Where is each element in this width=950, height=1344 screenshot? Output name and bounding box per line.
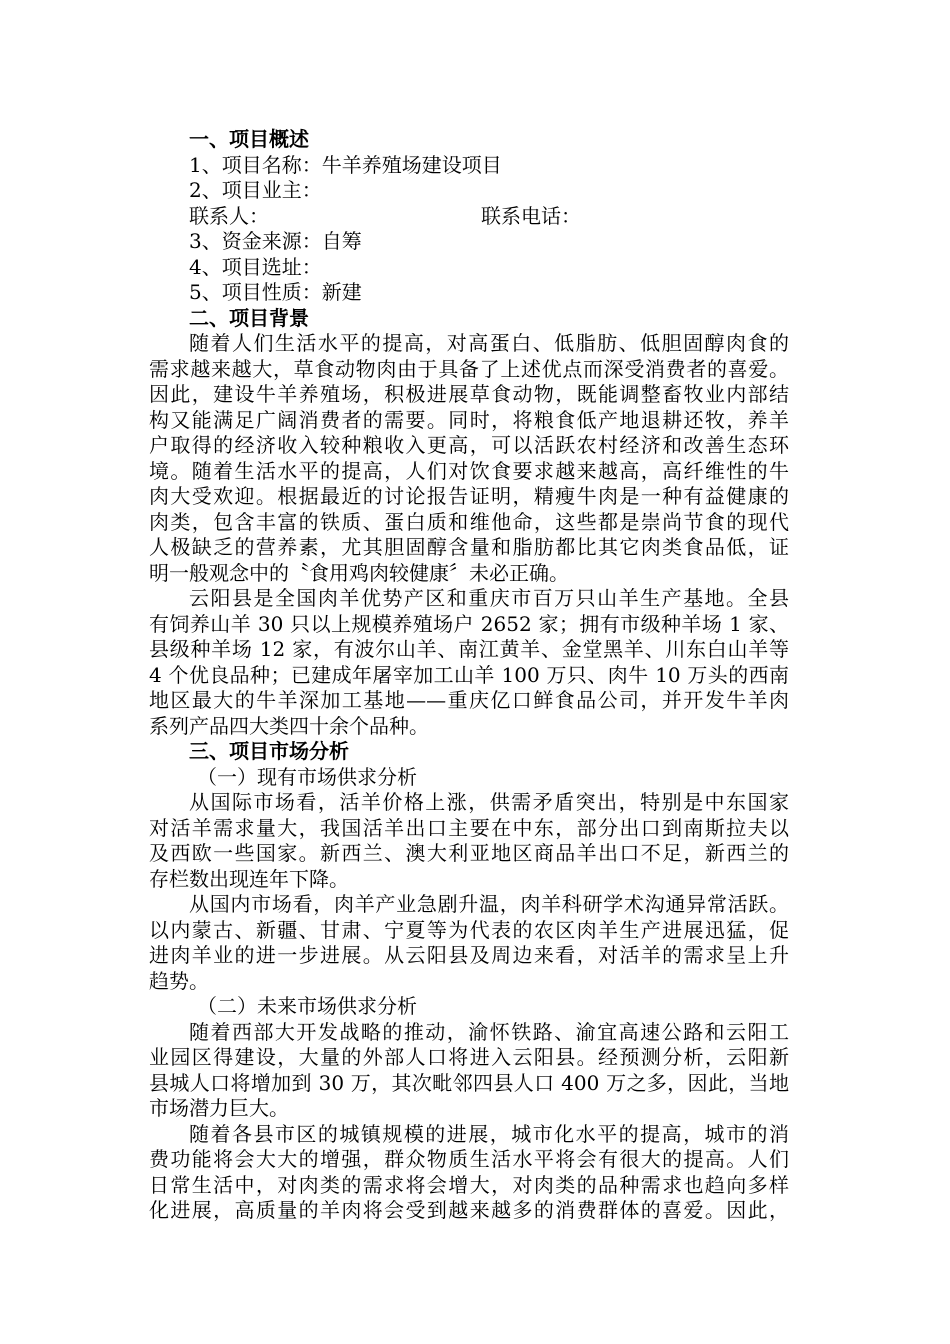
background-paragraph-1: [149, 331, 789, 586]
paragraph-line: 及西欧一些国家。新西兰、澳大利亚地区商品羊出口不足，新西兰的: [149, 841, 789, 865]
section-heading-market: 三、项目市场分析: [189, 739, 349, 763]
paragraph-line: 需求越来越大，草食动物肉由于具备了上述优点而深受消费者的喜爱。: [149, 356, 789, 381]
subheading-current-market: （一）现有市场供求分析: [197, 764, 417, 789]
paragraph-line: 户取得的经济收入较种粮收入更高，可以活跃农村经济和改善生态环: [149, 433, 789, 457]
paragraph-line: 费功能将会大大的增强，群众物质生活水平将会有很大的提高。人们: [149, 1147, 789, 1171]
paragraph-line: 市场潜力巨大。: [149, 1096, 289, 1120]
paragraph-line: 化进展，高质量的羊肉将会受到越来越多的消费群体的喜爱。因此，: [149, 1198, 789, 1222]
paragraph-line: 因此，建设牛羊养殖场，积极进展草食动物，既能调整畜牧业内部结: [149, 382, 789, 406]
paragraph-line: 日常生活中，对肉类的需求将会增大，对肉类的品种需求也趋向多样: [149, 1172, 789, 1197]
paragraph-line: 明一般观念中的〝食用鸡肉较健康〞未必正确。: [149, 560, 569, 585]
paragraph-line: 县级种羊场 12 家，有波尔山羊、南江黄羊、金堂黑羊、川东白山羊等: [149, 637, 789, 661]
paragraph-line: 构又能满足广阔消费者的需要。同时，将粮食低产地退耕还牧，养羊: [149, 407, 789, 432]
contact-row: [189, 204, 829, 230]
market-paragraph-2: [149, 892, 789, 994]
paragraph-line: 以内蒙古、新疆、甘肃、宁夏等为代表的农区肉羊生产进展迅猛，促: [149, 917, 789, 942]
paragraph-line: 云阳县是全国肉羊优势产区和重庆市百万只山羊生产基地。全县: [189, 586, 789, 610]
paragraph-line: 随着西部大开发战略的推动，渝怀铁路、渝宜高速公路和云阳工: [189, 1019, 789, 1044]
paragraph-line: 境。随着生活水平的提高，人们对饮食要求越来越高，高纤维性的牛: [149, 458, 789, 483]
section-heading-background: 二、项目背景: [189, 305, 309, 330]
paragraph-line: 4 个优良品种；已建成年屠宰加工山羊 100 万只、肉牛 10 万头的西南: [149, 662, 789, 687]
contact-phone-label: 联系电话：: [481, 203, 581, 228]
paragraph-line: 存栏数出现连年下降。: [149, 866, 349, 891]
contact-person-label: 联系人：: [189, 203, 269, 228]
paragraph-line: 随着人们生活水平的提高，对高蛋白、低脂肪、低胆固醇肉食的: [189, 331, 789, 355]
project-owner-line: 2、项目业主：: [189, 178, 322, 202]
paragraph-line: 对活羊需求量大，我国活羊出口主要在中东，部分出口到南斯拉夫以: [149, 815, 789, 840]
paragraph-line: 趋势。: [149, 968, 209, 993]
project-site-line: 4、项目选址：: [189, 254, 322, 279]
project-name-line: 1、项目名称：牛羊养殖场建设项目: [189, 152, 502, 177]
paragraph-line: 从国内市场看，肉羊产业急剧升温，肉羊科研学术沟通异常活跃。: [189, 892, 789, 916]
background-paragraph-2: [149, 586, 789, 739]
paragraph-line: 人极缺乏的营养素，尤其胆固醇含量和脂肪都比其它肉类食品低，证: [149, 535, 789, 559]
market-paragraph-1: [149, 790, 789, 892]
paragraph-line: 随着各县市区的城镇规模的进展，城市化水平的提高，城市的消: [189, 1121, 789, 1146]
paragraph-line: 肉类，包含丰富的铁质、蛋白质和维他命，这些都是崇尚节食的现代: [149, 509, 789, 534]
paragraph-line: 从国际市场看，活羊价格上涨，供需矛盾突出，特别是中东国家: [189, 790, 789, 814]
paragraph-line: 有饲养山羊 30 只以上规模养殖场户 2652 家；拥有市级种羊场 1 家、: [149, 611, 789, 636]
paragraph-line: 肉大受欢迎。根据最近的讨论报告证明，精瘦牛肉是一种有益健康的: [149, 484, 789, 508]
paragraph-line: 地区最大的牛羊深加工基地——重庆亿口鲜食品公司，并开发牛羊肉: [149, 688, 789, 712]
paragraph-line: 系列产品四大类四十余个品种。: [149, 713, 429, 738]
market-paragraph-4: [149, 1122, 789, 1224]
paragraph-line: 业园区得建设，大量的外部人口将进入云阳县。经预测分析，云阳新: [149, 1045, 789, 1069]
project-nature-line: 5、项目性质：新建: [189, 280, 362, 304]
subheading-future-market: （二）未来市场供求分析: [197, 994, 417, 1018]
paragraph-line: 县城人口将增加到 30 万，其次毗邻四县人口 400 万之多，因此，当地: [149, 1070, 789, 1095]
funding-source-line: 3、资金来源：自筹: [189, 229, 362, 253]
section-heading-overview: 一、项目概述: [189, 127, 309, 151]
market-paragraph-3: [149, 1020, 789, 1122]
document-page: [149, 127, 829, 1224]
paragraph-line: 进肉羊业的进一步进展。从云阳县及周边来看，对活羊的需求呈上升: [149, 943, 789, 967]
